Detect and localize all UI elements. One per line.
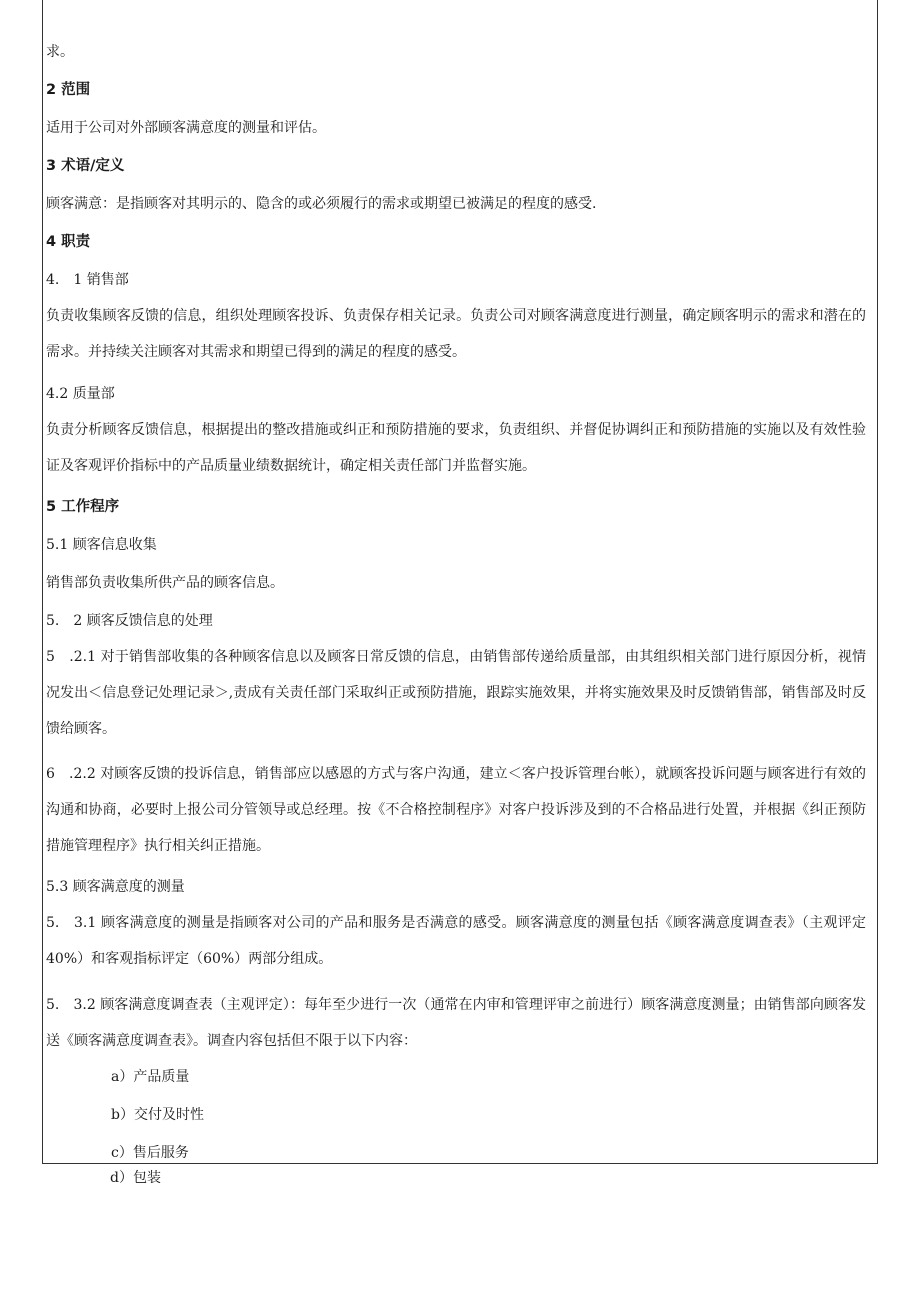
subsection-feedback-handling: 5. 2 顾客反馈信息的处理 [46, 613, 213, 629]
terms-text: 顾客满意：是指顾客对其明示的、隐含的或必须履行的需求或期望已被满足的程度的感受. [46, 196, 597, 212]
survey-text: 5. 3.2 顾客满意度调查表（主观评定）：每年至少进行一次（通常在内审和管理评审之前进行）顾客满意度测量；由销售部向顾客发送《顾客满意度调查表》。调查内容包括但不限于以下内容： [46, 997, 866, 1049]
list-item: b）交付及时性 [111, 1107, 204, 1123]
list-item: a）产品质量 [111, 1069, 190, 1085]
section-heading-scope: 2 范围 [46, 82, 91, 98]
feedback-handling-text: 5 .2.1 对于销售部收集的各种顾客信息以及顾客日常反馈的信息，由销售部传递给质量部，由其组织相关部门进行原因分析，视情况发出＜信息登记处理记录＞,责成有关责任部门采取纠正或预防措施，跟踪实施效果，并将实施效果及时反馈销售部，销售部及时反馈给顾客。 [46, 649, 866, 737]
list-item-packaging: d）包装 [110, 1170, 161, 1186]
info-collection-text: 销售部负责收集所供产品的顾客信息。 [46, 575, 284, 591]
section-heading-responsibilities: 4 职责 [46, 234, 91, 250]
subsection-sales: 4. 1 销售部 [46, 272, 129, 288]
section-heading-procedure: 5 工作程序 [46, 499, 120, 515]
sales-responsibility-text: 负责收集顾客反馈的信息，组织处理顾客投诉、负责保存相关记录。负责公司对顾客满意度进行测量，确定顾客明示的需求和潜在的需求。并持续关注顾客对其需求和期望已得到的满足的程度的感受。 [46, 308, 866, 360]
subsection-quality: 4.2 质量部 [46, 386, 115, 402]
quality-responsibility-text: 负责分析顾客反馈信息，根据提出的整改措施或纠正和预防措施的要求，负责组织、并督促协调纠正和预防措施的实施以及有效性验证及客观评价指标中的产品质量业绩数据统计，确定相关责任部门并监督实施。 [46, 422, 866, 474]
continued-text: 求。 [46, 44, 74, 60]
section-heading-terms: 3 术语/定义 [46, 158, 125, 174]
subsection-satisfaction-measurement: 5.3 顾客满意度的测量 [46, 879, 185, 895]
measurement-definition-text: 5. 3.1 顾客满意度的测量是指顾客对公司的产品和服务是否满意的感受。顾客满意度的测量包括《顾客满意度调查表》（主观评定 40%）和客观指标评定（60%）两部分组成。 [46, 915, 866, 967]
list-item: c）售后服务 [111, 1145, 189, 1161]
complaint-handling-text: 6 .2.2 对顾客反馈的投诉信息，销售部应以感恩的方式与客户沟通，建立＜客户投诉管理台帐），就顾客投诉问题与顾客进行有效的沟通和协商，必要时上报公司分管领导或总经理。按《不合格控制程序》对客户投诉涉及到的不合格品进行处置，并根据《纠正预防措施管理程序》执行相关纠正措施。 [46, 766, 866, 854]
subsection-info-collection: 5.1 顾客信息收集 [46, 537, 157, 553]
scope-text: 适用于公司对外部顾客满意度的测量和评估。 [46, 120, 326, 136]
